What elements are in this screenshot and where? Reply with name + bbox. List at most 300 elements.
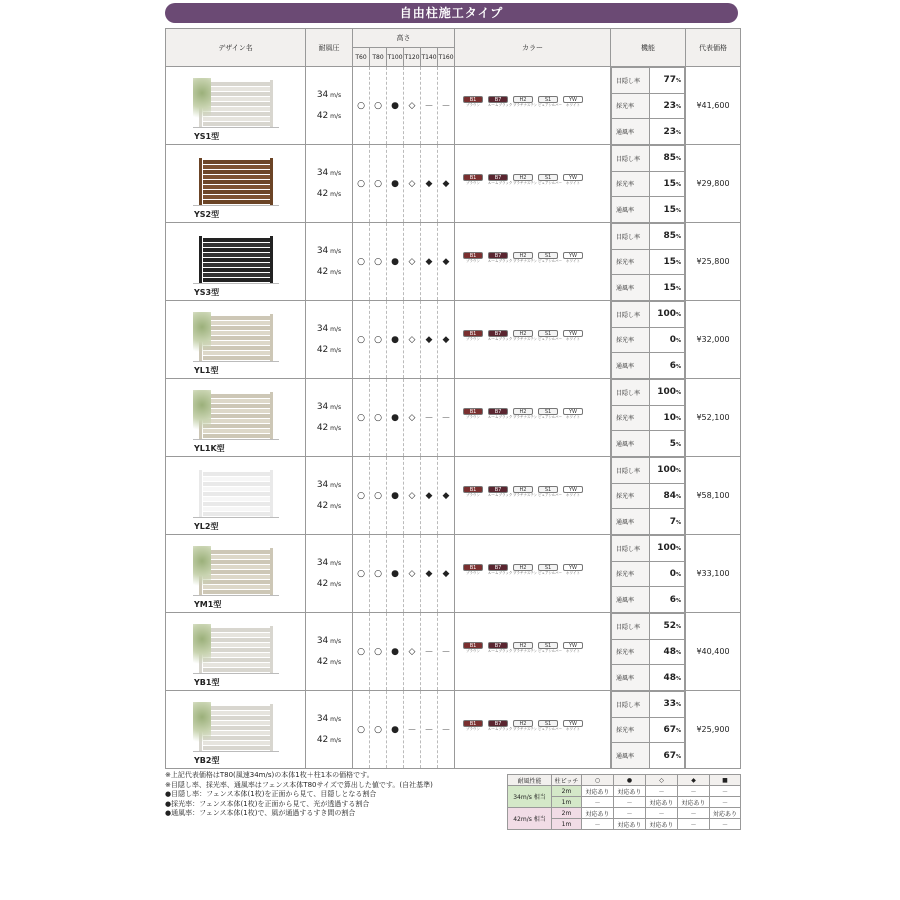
height-mark-T120: ◇ bbox=[404, 223, 421, 301]
color-chip-name: プラチナステン bbox=[513, 337, 538, 341]
fence-slat bbox=[203, 736, 273, 740]
wind-number: 42 bbox=[316, 110, 329, 121]
function-value bbox=[650, 536, 685, 562]
wind-unit: m/s bbox=[328, 736, 342, 744]
function-row bbox=[612, 717, 685, 743]
color-chip-code: S1 bbox=[538, 408, 558, 415]
legend-value-cell: － bbox=[710, 819, 741, 830]
function-subtable bbox=[611, 223, 685, 300]
fence-post bbox=[270, 158, 273, 205]
color-chip bbox=[488, 720, 513, 732]
legend-pitch-cell: 2m bbox=[552, 808, 582, 819]
color-chip-name: ブラウン bbox=[466, 415, 480, 419]
color-chip bbox=[513, 486, 538, 498]
color-chip bbox=[513, 330, 538, 342]
color-cell bbox=[455, 613, 611, 691]
fence-slat bbox=[203, 716, 273, 720]
color-chip-name: ホワイト bbox=[566, 727, 580, 731]
function-label: 通風率 bbox=[612, 509, 650, 535]
color-chip bbox=[538, 252, 563, 264]
color-chip-code: YW bbox=[563, 642, 583, 649]
color-chip bbox=[463, 330, 483, 342]
fence-slat bbox=[203, 482, 273, 486]
section-title-banner: 自由柱施工タイプ bbox=[165, 3, 738, 23]
color-chip-code: H2 bbox=[513, 642, 533, 649]
color-chip-code: S1 bbox=[538, 96, 558, 103]
color-chip-code: S1 bbox=[538, 486, 558, 493]
fence-slat bbox=[203, 122, 273, 126]
height-mark-T140: － bbox=[421, 691, 438, 769]
function-number: 85 bbox=[663, 153, 676, 164]
price-cell: ¥40,400 bbox=[686, 613, 741, 691]
wind-unit: m/s bbox=[328, 169, 342, 177]
color-chip-code: B7 bbox=[488, 330, 508, 337]
legend-value-cell: － bbox=[582, 797, 614, 808]
height-mark-T120: － bbox=[404, 691, 421, 769]
function-label: 採光率 bbox=[612, 639, 650, 665]
function-unit: % bbox=[675, 727, 681, 734]
plant-decoration bbox=[193, 624, 211, 674]
header-height-T160: T160 bbox=[438, 48, 455, 67]
color-chip-code: B1 bbox=[463, 408, 483, 415]
wind-value bbox=[306, 319, 352, 340]
color-chip-name: ルームブラック bbox=[488, 493, 513, 497]
fence-post bbox=[270, 626, 273, 673]
fence-slat bbox=[203, 580, 273, 584]
function-label: 通風率 bbox=[612, 197, 650, 223]
function-subtable bbox=[611, 145, 685, 222]
color-chip-name: ピュアシルバー bbox=[538, 727, 563, 731]
fence-slat bbox=[203, 356, 273, 360]
function-unit: % bbox=[675, 571, 681, 578]
wind-value bbox=[306, 709, 352, 730]
function-row bbox=[612, 639, 685, 665]
fence-slat bbox=[203, 190, 273, 194]
function-row bbox=[612, 561, 685, 587]
color-chip bbox=[538, 96, 563, 108]
color-chip-code: B7 bbox=[488, 96, 508, 103]
fence-slat bbox=[203, 477, 273, 481]
color-chip-name: ピュアシルバー bbox=[538, 181, 563, 185]
color-chip-name: ブラウン bbox=[466, 337, 480, 341]
fence-slat bbox=[203, 404, 273, 408]
color-chip-code: B7 bbox=[488, 642, 508, 649]
function-row bbox=[612, 249, 685, 275]
function-row bbox=[612, 692, 685, 718]
height-mark-T120: ◇ bbox=[404, 535, 421, 613]
legend-pitch-cell: 2m bbox=[552, 786, 582, 797]
wind-number: 34 bbox=[316, 401, 329, 412]
footnote-line: ※上記代表価格はT80(風速34m/s)の本体1枚＋柱1本の価格です。 bbox=[165, 771, 374, 779]
function-label: 通風率 bbox=[612, 743, 650, 769]
legend-value-cell: － bbox=[678, 819, 710, 830]
wind-unit: m/s bbox=[328, 637, 342, 645]
function-cell bbox=[611, 301, 686, 379]
color-chip-name: ピュアシルバー bbox=[538, 259, 563, 263]
design-cell bbox=[166, 301, 306, 379]
color-chip-code: YW bbox=[563, 252, 583, 259]
color-chip-name: ホワイト bbox=[566, 649, 580, 653]
table-row bbox=[166, 67, 741, 145]
fence-slat bbox=[203, 92, 273, 96]
fence-photo bbox=[193, 468, 279, 518]
color-chip bbox=[488, 96, 513, 108]
color-chip-name: ピュアシルバー bbox=[538, 103, 563, 107]
header-height-T100: T100 bbox=[387, 48, 404, 67]
fence-slat bbox=[203, 502, 273, 506]
height-mark-T80: ○ bbox=[370, 457, 387, 535]
price-cell: ¥29,800 bbox=[686, 145, 741, 223]
function-number: 15 bbox=[663, 204, 676, 215]
function-row bbox=[612, 431, 685, 457]
color-cell bbox=[455, 535, 611, 613]
price-cell: ¥32,000 bbox=[686, 301, 741, 379]
function-number: 0 bbox=[669, 334, 676, 345]
wind-unit: m/s bbox=[328, 424, 342, 432]
function-unit: % bbox=[675, 363, 681, 370]
function-value bbox=[650, 509, 685, 535]
function-subtable bbox=[611, 535, 685, 612]
color-chip-name: プラチナステン bbox=[513, 259, 538, 263]
height-mark-T80: ○ bbox=[370, 535, 387, 613]
color-chip-name: プラチナステン bbox=[513, 727, 538, 731]
legend-header-cell: ● bbox=[614, 775, 646, 786]
color-chip-name: ルームブラック bbox=[488, 181, 513, 185]
function-label: 採光率 bbox=[612, 93, 650, 119]
function-row bbox=[612, 327, 685, 353]
wind-number: 34 bbox=[316, 635, 329, 646]
design-cell bbox=[166, 613, 306, 691]
function-row bbox=[612, 224, 685, 250]
fence-slat bbox=[203, 550, 273, 554]
fence-slat bbox=[203, 726, 273, 730]
design-cell bbox=[166, 535, 306, 613]
function-row bbox=[612, 93, 685, 119]
wind-number: 34 bbox=[316, 557, 329, 568]
function-value bbox=[650, 119, 685, 145]
legend-header-cell: ■ bbox=[710, 775, 741, 786]
color-cell bbox=[455, 145, 611, 223]
fence-slat bbox=[203, 590, 273, 594]
fence-slat bbox=[203, 570, 273, 574]
height-mark-T60: ○ bbox=[353, 535, 370, 613]
function-unit: % bbox=[675, 519, 681, 526]
legend-header-row bbox=[508, 775, 741, 786]
color-chip-name: プラチナステン bbox=[513, 493, 538, 497]
legend-header-cell: 耐風性能 bbox=[508, 775, 552, 786]
function-number: 15 bbox=[663, 178, 676, 189]
price-cell: ¥41,600 bbox=[686, 67, 741, 145]
function-number: 23 bbox=[663, 100, 676, 111]
wind-number: 42 bbox=[316, 422, 329, 433]
color-chip-name: ルームブラック bbox=[488, 571, 513, 575]
fence-post bbox=[270, 314, 273, 361]
function-number: 100 bbox=[657, 387, 676, 398]
function-subtable bbox=[611, 67, 685, 144]
fence-slat bbox=[203, 746, 273, 750]
color-chip-name: ホワイト bbox=[566, 415, 580, 419]
color-chip bbox=[463, 96, 483, 108]
function-number: 6 bbox=[669, 360, 676, 371]
fence-slat bbox=[203, 419, 273, 423]
color-chip-name: ピュアシルバー bbox=[538, 493, 563, 497]
wind-unit: m/s bbox=[328, 247, 342, 255]
footnote-line: ●目隠し率：フェンス本体(1枚)を正面から見て、目隠しとなる割合 bbox=[165, 790, 377, 798]
design-name: YB2型 bbox=[194, 756, 220, 765]
function-subtable bbox=[611, 613, 685, 690]
function-label: 通風率 bbox=[612, 275, 650, 301]
design-name: YL2型 bbox=[194, 522, 219, 531]
height-mark-T60: ○ bbox=[353, 67, 370, 145]
color-chip-name: ルームブラック bbox=[488, 649, 513, 653]
color-chip bbox=[563, 720, 583, 732]
function-unit: % bbox=[675, 337, 681, 344]
legend-value-cell: － bbox=[678, 786, 710, 797]
color-chip-code: B7 bbox=[488, 486, 508, 493]
header-price: 代表価格 bbox=[686, 29, 741, 67]
fence-slat bbox=[203, 585, 273, 589]
color-chip bbox=[538, 642, 563, 654]
fence-slat bbox=[203, 243, 273, 247]
height-mark-T120: ◇ bbox=[404, 67, 421, 145]
fence-post bbox=[270, 80, 273, 127]
header-design: デザイン名 bbox=[166, 29, 306, 67]
legend-value-cell: － bbox=[646, 786, 678, 797]
fence-photo bbox=[193, 156, 279, 206]
fence-post bbox=[270, 470, 273, 517]
fence-slat bbox=[203, 653, 273, 657]
wind-value bbox=[306, 262, 352, 283]
wind-value bbox=[306, 418, 352, 439]
function-cell bbox=[611, 145, 686, 223]
fence-slat bbox=[203, 663, 273, 667]
price-cell: ¥58,100 bbox=[686, 457, 741, 535]
color-chip-code: B7 bbox=[488, 720, 508, 727]
function-number: 100 bbox=[657, 309, 676, 320]
height-mark-T80: ○ bbox=[370, 145, 387, 223]
plant-decoration bbox=[193, 390, 211, 440]
color-chip bbox=[463, 720, 483, 732]
color-cell bbox=[455, 67, 611, 145]
function-unit: % bbox=[675, 597, 681, 604]
height-mark-T160: － bbox=[438, 67, 455, 145]
fence-slat bbox=[203, 341, 273, 345]
function-number: 77 bbox=[663, 75, 676, 86]
height-mark-T80: ○ bbox=[370, 301, 387, 379]
fence-post bbox=[270, 704, 273, 751]
height-mark-T60: ○ bbox=[353, 613, 370, 691]
wind-value bbox=[306, 652, 352, 673]
function-number: 33 bbox=[663, 699, 676, 710]
fence-slat bbox=[203, 102, 273, 106]
function-unit: % bbox=[675, 129, 681, 136]
color-chip bbox=[513, 720, 538, 732]
height-mark-T140: ◆ bbox=[421, 535, 438, 613]
color-chip-name: ルームブラック bbox=[488, 103, 513, 107]
header-height: 高さ bbox=[353, 29, 455, 48]
footnote-line: ※目隠し率、採光率、通風率はフェンス本体T80サイズで算出した値です。(自社基準) bbox=[165, 780, 433, 789]
function-unit: % bbox=[675, 468, 681, 475]
fence-slat bbox=[203, 721, 273, 725]
height-mark-T100: ● bbox=[387, 613, 404, 691]
color-chip-name: ブラウン bbox=[466, 727, 480, 731]
price-cell: ¥52,100 bbox=[686, 379, 741, 457]
height-mark-T160: ◆ bbox=[438, 145, 455, 223]
function-unit: % bbox=[675, 415, 681, 422]
height-mark-T160: － bbox=[438, 379, 455, 457]
wind-value bbox=[306, 574, 352, 595]
legend-value-cell: 対応あり bbox=[614, 786, 646, 797]
function-label: 採光率 bbox=[612, 483, 650, 509]
wind-unit: m/s bbox=[328, 559, 342, 567]
wind-unit: m/s bbox=[328, 502, 342, 510]
height-mark-T60: ○ bbox=[353, 223, 370, 301]
wind-unit: m/s bbox=[328, 91, 342, 99]
header-function: 機能 bbox=[611, 29, 686, 67]
function-value bbox=[650, 93, 685, 119]
fence-photo bbox=[193, 312, 279, 362]
color-chip bbox=[538, 564, 563, 576]
color-chip-code: H2 bbox=[513, 408, 533, 415]
function-label: 採光率 bbox=[612, 171, 650, 197]
fence-slat bbox=[203, 268, 273, 272]
height-mark-T60: ○ bbox=[353, 301, 370, 379]
function-label: 目隠し率 bbox=[612, 692, 650, 718]
function-row bbox=[612, 458, 685, 484]
function-number: 6 bbox=[669, 594, 676, 605]
function-unit: % bbox=[675, 181, 681, 188]
function-value bbox=[650, 614, 685, 640]
color-chip bbox=[488, 486, 513, 498]
height-mark-T100: ● bbox=[387, 223, 404, 301]
header-wind: 耐風圧 bbox=[306, 29, 353, 67]
height-mark-T140: ◆ bbox=[421, 223, 438, 301]
function-label: 採光率 bbox=[612, 405, 650, 431]
function-row bbox=[612, 197, 685, 223]
wind-unit: m/s bbox=[328, 190, 342, 198]
color-chip-name: ホワイト bbox=[566, 493, 580, 497]
fence-post bbox=[199, 158, 202, 205]
fence-photo bbox=[193, 702, 279, 752]
wind-number: 42 bbox=[316, 266, 329, 277]
color-chip-code: YW bbox=[563, 408, 583, 415]
function-number: 10 bbox=[663, 412, 676, 423]
function-value bbox=[650, 171, 685, 197]
fence-slat bbox=[203, 117, 273, 121]
color-chip-name: ブラウン bbox=[466, 493, 480, 497]
color-chip-name: プラチナステン bbox=[513, 571, 538, 575]
function-cell bbox=[611, 223, 686, 301]
color-chip-name: ホワイト bbox=[566, 337, 580, 341]
wind-number: 42 bbox=[316, 344, 329, 355]
height-mark-T140: ◆ bbox=[421, 301, 438, 379]
height-mark-T80: ○ bbox=[370, 67, 387, 145]
design-name: YB1型 bbox=[194, 678, 220, 687]
wind-unit: m/s bbox=[328, 481, 342, 489]
color-chip-name: ブラウン bbox=[466, 259, 480, 263]
color-chip-code: B7 bbox=[488, 564, 508, 571]
legend-header-cell: 柱ピッチ bbox=[552, 775, 582, 786]
function-number: 52 bbox=[663, 621, 676, 632]
function-row bbox=[612, 743, 685, 769]
function-unit: % bbox=[675, 103, 681, 110]
table-row bbox=[166, 301, 741, 379]
height-mark-T60: ○ bbox=[353, 379, 370, 457]
function-unit: % bbox=[675, 207, 681, 214]
fence-slat bbox=[203, 107, 273, 111]
function-value bbox=[650, 327, 685, 353]
function-number: 0 bbox=[669, 568, 676, 579]
function-row bbox=[612, 275, 685, 301]
fence-slat bbox=[203, 409, 273, 413]
color-chip-code: B7 bbox=[488, 174, 508, 181]
function-row bbox=[612, 380, 685, 406]
wind-value bbox=[306, 106, 352, 127]
legend-value-cell: 対応あり bbox=[582, 808, 614, 819]
fence-photo bbox=[193, 78, 279, 128]
color-chip bbox=[563, 330, 583, 342]
design-cell bbox=[166, 67, 306, 145]
color-chip-code: YW bbox=[563, 174, 583, 181]
function-cell bbox=[611, 457, 686, 535]
color-chip bbox=[563, 96, 583, 108]
function-subtable bbox=[611, 379, 685, 456]
function-number: 7 bbox=[669, 516, 676, 527]
function-unit: % bbox=[675, 312, 681, 319]
function-value bbox=[650, 665, 685, 691]
function-row bbox=[612, 614, 685, 640]
color-chip-name: ホワイト bbox=[566, 571, 580, 575]
fence-slat bbox=[203, 628, 273, 632]
color-chip-name: ブラウン bbox=[466, 103, 480, 107]
function-row bbox=[612, 302, 685, 328]
color-chip bbox=[538, 408, 563, 420]
color-chip bbox=[513, 174, 538, 186]
function-value bbox=[650, 224, 685, 250]
fence-slat bbox=[203, 492, 273, 496]
wind-value bbox=[306, 184, 352, 205]
wind-unit: m/s bbox=[328, 325, 342, 333]
fence-slat bbox=[203, 497, 273, 501]
legend-value-cell: 対応あり bbox=[582, 786, 614, 797]
function-label: 目隠し率 bbox=[612, 458, 650, 484]
wind-value bbox=[306, 631, 352, 652]
design-name: YM1型 bbox=[194, 600, 222, 609]
function-number: 48 bbox=[663, 672, 676, 683]
wind-cell bbox=[306, 691, 353, 769]
color-chip-code: B1 bbox=[463, 720, 483, 727]
color-chip-name: ルームブラック bbox=[488, 415, 513, 419]
legend-group-cell: 34m/s 相当 bbox=[508, 786, 552, 808]
color-chip-code: H2 bbox=[513, 330, 533, 337]
function-label: 採光率 bbox=[612, 561, 650, 587]
function-unit: % bbox=[675, 702, 681, 709]
design-name: YL1K型 bbox=[194, 444, 225, 453]
height-mark-T140: － bbox=[421, 379, 438, 457]
fence-slat bbox=[203, 507, 273, 511]
wind-value bbox=[306, 475, 352, 496]
design-name: YS1型 bbox=[194, 132, 220, 141]
fence-slat bbox=[203, 668, 273, 672]
color-chip-code: B7 bbox=[488, 252, 508, 259]
color-chip-code: S1 bbox=[538, 720, 558, 727]
color-chip bbox=[488, 408, 513, 420]
legend-value-cell: 対応あり bbox=[710, 808, 741, 819]
fence-slat bbox=[203, 424, 273, 428]
fence-slat bbox=[203, 263, 273, 267]
color-chip-name: プラチナステン bbox=[513, 103, 538, 107]
fence-slat bbox=[203, 434, 273, 438]
